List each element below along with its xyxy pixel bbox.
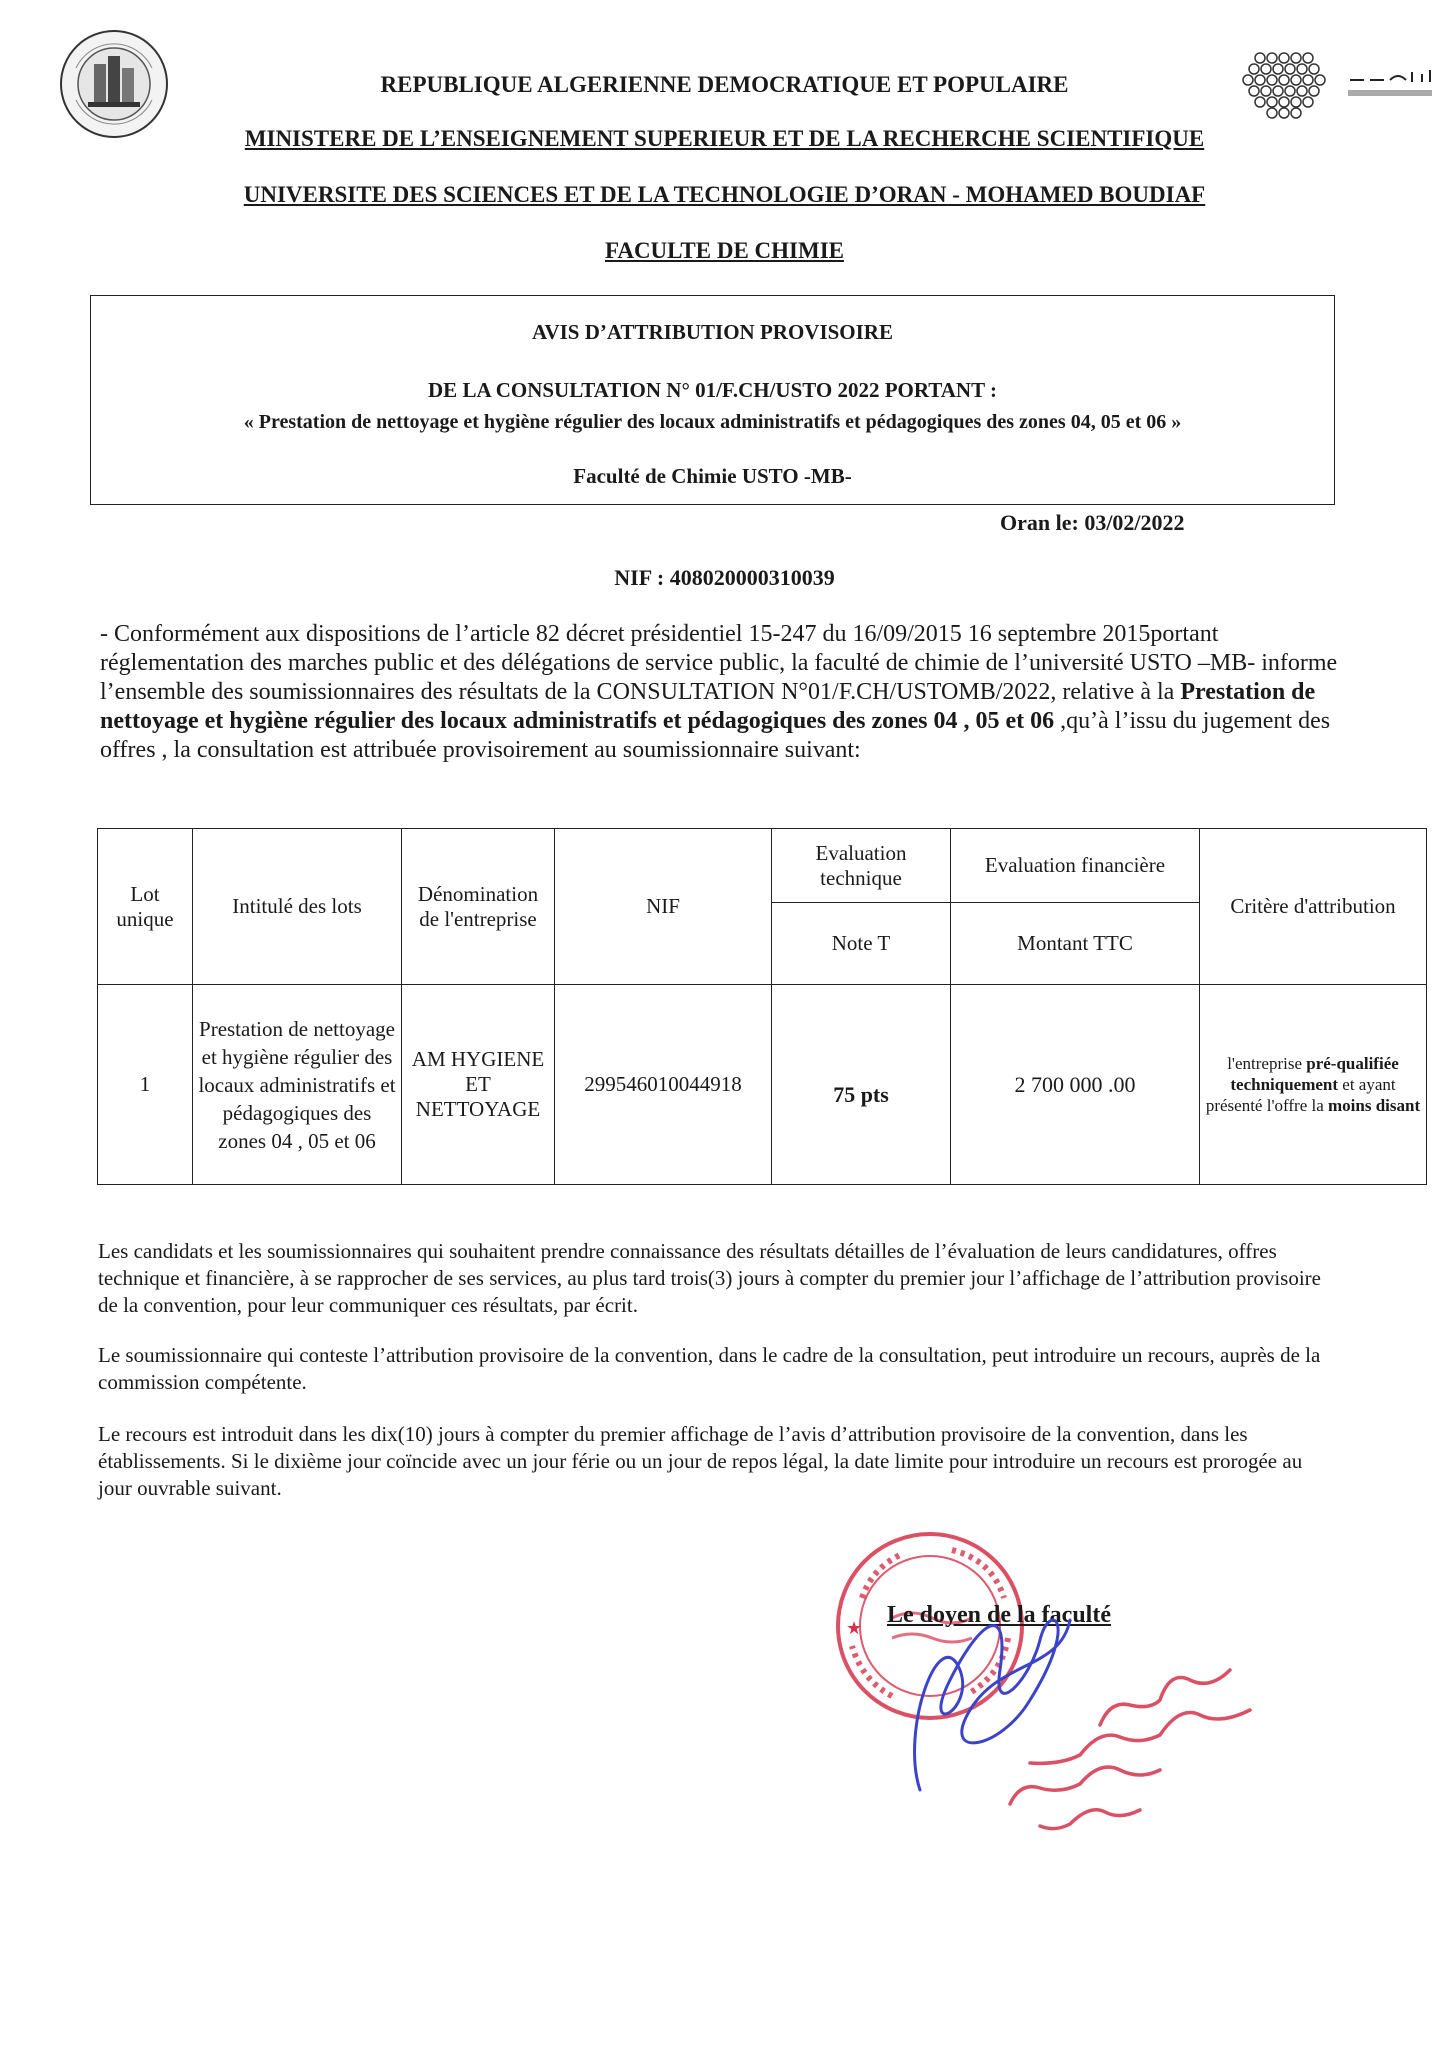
signature-title: Le doyen de la faculté	[887, 1602, 1111, 1628]
notice-consultation: DE LA CONSULTATION N° 01/F.CH/USTO 2022 PORTANT :	[428, 378, 997, 402]
cell-montant: 2 700 000 .00	[951, 985, 1200, 1185]
cell-note: 75 pts	[772, 985, 951, 1185]
header-note: Note T	[772, 903, 951, 985]
nif-line: NIF : 408020000310039	[614, 565, 835, 590]
header-republic: REPUBLIQUE ALGERIENNE DEMOCRATIQUE ET POPULAIRE	[380, 72, 1069, 97]
paragraph-appeal: Le recours est introduit dans les dix(10) jours à compter du premier affichage de l’avis d’attribution provisoire de la convention, dans les établissements. Si le dixième jour coïncide avec un jour férie ou un jour de repos légal, la date limite pour introduire un recours est prorogée au jour ouvrable suivant.	[98, 1422, 1303, 1500]
cell-denomination: AM HYGIENE ET NETTOYAGE	[402, 985, 555, 1185]
cell-critere	[1200, 985, 1427, 1185]
date-line: Oran le: 03/02/2022	[1000, 510, 1185, 535]
intro-text-1: - Conformément aux dispositions de l’article 82 décret présidentiel 15-247 du 16/09/2015 16 septembre 2015portant réglementation des marches public et des délégations de service public, la faculté de chimie de l’université USTO –MB- informe l’ensemble des soumissionnaires des résultats de la CONSULTATION N°01/F.CH/USTOMB/2022, relative à la	[100, 621, 1338, 705]
intro-paragraph	[100, 620, 1340, 765]
notice-faculty: Faculté de Chimie USTO -MB-	[573, 464, 852, 488]
notice-box	[90, 295, 1335, 505]
paragraph-results-consultation: Les candidats et les soumissionnaires qui souhaitent prendre connaissance des résultats détailles de l’évaluation de leurs candidatures, offres technique et financière, à se rapprocher de ses services, au plus tard trois(3) jours à compter du premier jour l’affichage de l’attribution provisoire de la convention, pour leur communiquer ces résultats, par écrit.	[98, 1239, 1321, 1317]
svg-text:★: ★	[846, 1618, 863, 1639]
critere-text-bold-1: pré-qualifiée techniquement	[1230, 1054, 1399, 1094]
header-university: UNIVERSITE DES SCIENCES ET DE LA TECHNOLOGIE D’ORAN - MOHAMED BOUDIAF	[243, 182, 1206, 207]
red-handwritten-annotation	[930, 1660, 1260, 1860]
cell-nif: 299546010044918	[555, 985, 772, 1185]
paragraph-contest: Le soumissionnaire qui conteste l’attribution provisoire de la convention, dans le cadre de la consultation, peut introduire un recours, auprès de la commission compétente.	[98, 1343, 1321, 1394]
header-denomination: Dénomination de l'entreprise	[402, 829, 555, 985]
critere-text-1: l'entreprise	[1227, 1054, 1307, 1073]
header-eval-fin: Evaluation financière	[951, 829, 1200, 903]
header-nif: NIF	[555, 829, 772, 985]
notice-subject: « Prestation de nettoyage et hygiène régulier des locaux administratifs et pédagogiques des zones 04, 05 et 06 »	[243, 411, 1182, 433]
header-ministry: MINISTERE DE L’ENSEIGNEMENT SUPERIEUR ET DE LA RECHERCHE SCIENTIFIQUE	[244, 126, 1205, 151]
header-intitule: Intitulé des lots	[193, 829, 402, 985]
header-eval-tech: Evaluation technique	[772, 829, 951, 903]
cell-lot: 1	[98, 985, 193, 1185]
header-critere: Critère d'attribution	[1200, 829, 1427, 985]
header-montant: Montant TTC	[951, 903, 1200, 985]
critere-text-2: et ayant présenté l'offre la	[1205, 1075, 1396, 1115]
header-lot: Lot unique	[98, 829, 193, 985]
intro-text-bold: Prestation de nettoyage et hygiène régulier des locaux administratifs et pédagogiques des zones 04 , 05 et 06	[100, 679, 1316, 734]
table-header-row	[98, 829, 1427, 903]
cell-intitule: Prestation de nettoyage et hygiène régulier des locaux administratifs et pédagogiques des zones 04 , 05 et 06	[193, 985, 402, 1185]
critere-text-bold-2: moins disant	[1328, 1096, 1421, 1115]
table-row	[98, 985, 1427, 1185]
notice-title: AVIS D’ATTRIBUTION PROVISOIRE	[532, 320, 893, 344]
results-table	[97, 828, 1427, 1185]
intro-text-2: ,qu’à l’issu du jugement des offres , la consultation est attribuée provisoirement au soumissionnaire suivant:	[100, 708, 1331, 763]
header-faculty: FACULTE DE CHIMIE	[605, 238, 844, 263]
